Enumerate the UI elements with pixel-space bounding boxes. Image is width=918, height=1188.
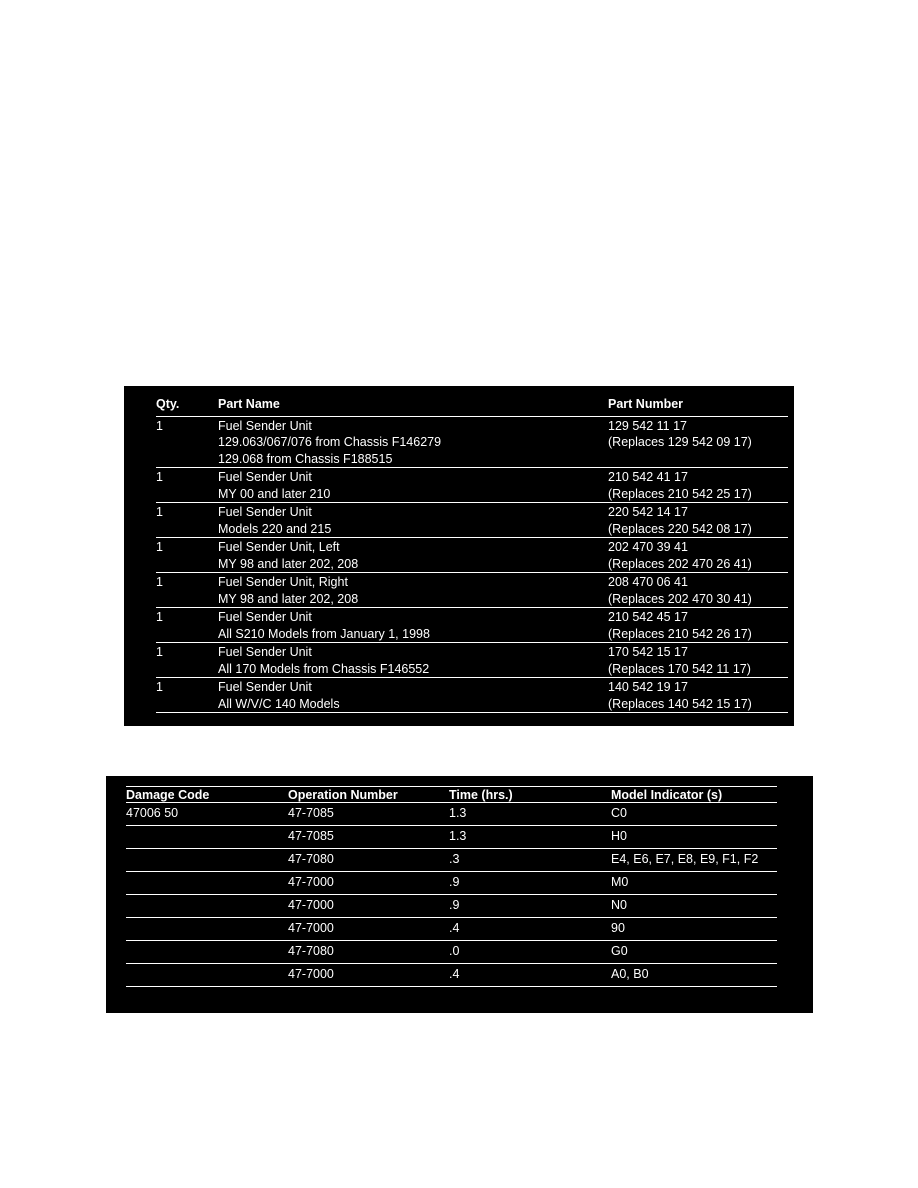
labor-damage-code	[126, 872, 288, 895]
labor-time: .3	[449, 852, 460, 866]
part-number-line: 210 542 41 17	[608, 470, 688, 484]
part-name-line: Fuel Sender Unit	[218, 505, 312, 519]
part-name-line: All W/V/C 140 Models	[218, 696, 340, 711]
labor-row	[126, 895, 777, 918]
part-name-line: Fuel Sender Unit	[218, 680, 312, 694]
labor-model-indicator: N0	[611, 898, 627, 912]
part-qty: 1	[156, 505, 163, 519]
part-number	[608, 503, 788, 538]
labor-operation-number: 47-7000	[288, 875, 334, 889]
part-name-line: Models 220 and 215	[218, 521, 332, 536]
parts-table	[156, 393, 788, 713]
part-qty: 1	[156, 470, 163, 484]
labor-damage-code	[126, 849, 288, 872]
labor-operation-number: 47-7080	[288, 944, 334, 958]
part-number	[608, 538, 788, 573]
part-name-line: Fuel Sender Unit	[218, 418, 312, 433]
parts-table-panel	[124, 386, 794, 726]
labor-operation-number: 47-7085	[288, 806, 334, 820]
header-model-indicator: Model Indicator (s)	[611, 788, 723, 802]
part-name	[218, 608, 608, 643]
parts-row	[156, 468, 788, 503]
labor-time: .4	[449, 921, 460, 935]
part-qty: 1	[156, 575, 163, 589]
labor-time: .0	[449, 944, 460, 958]
labor-model-indicator: A0, B0	[611, 967, 649, 981]
header-time: Time (hrs.)	[449, 788, 513, 802]
part-number-line: (Replaces 140 542 15 17)	[608, 696, 752, 711]
labor-row	[126, 803, 777, 826]
part-name-line: All S210 Models from January 1, 1998	[218, 626, 430, 641]
labor-header-row	[126, 787, 777, 803]
part-name	[218, 573, 608, 608]
labor-body	[126, 803, 777, 987]
labor-table-panel	[106, 776, 813, 1013]
part-number-line: (Replaces 202 470 30 41)	[608, 591, 752, 606]
labor-row	[126, 941, 777, 964]
part-number	[608, 416, 788, 468]
part-name-line: MY 98 and later 202, 208	[218, 591, 359, 606]
part-qty: 1	[156, 418, 163, 433]
part-number	[608, 678, 788, 713]
header-part-number: Part Number	[608, 397, 684, 411]
part-name-line: Fuel Sender Unit	[218, 610, 312, 624]
part-number-line: 202 470 39 41	[608, 540, 688, 554]
labor-operation-number: 47-7080	[288, 852, 334, 866]
part-number-line: 170 542 15 17	[608, 645, 688, 659]
labor-operation-number: 47-7000	[288, 967, 334, 981]
part-name	[218, 643, 608, 678]
labor-model-indicator: G0	[611, 944, 628, 958]
header-qty: Qty.	[156, 397, 180, 411]
labor-damage-code: 47006 50	[126, 806, 179, 820]
parts-row	[156, 416, 788, 468]
part-name-line: Fuel Sender Unit, Left	[218, 540, 340, 554]
part-name-line: 129.068 from Chassis F188515	[218, 451, 393, 466]
labor-time: 1.3	[449, 829, 467, 843]
labor-row	[126, 918, 777, 941]
labor-time: .9	[449, 898, 460, 912]
part-number	[608, 643, 788, 678]
part-number-line: (Replaces 170 542 11 17)	[608, 661, 751, 676]
part-number-line: (Replaces 210 542 26 17)	[608, 626, 752, 641]
part-name-line: All 170 Models from Chassis F146552	[218, 661, 430, 676]
part-qty: 1	[156, 680, 163, 694]
part-name-line: 129.063/067/076 from Chassis F146279	[218, 435, 442, 449]
parts-row	[156, 643, 788, 678]
part-number	[608, 468, 788, 503]
part-name	[218, 678, 608, 713]
part-number-line: 129 542 11 17	[608, 418, 688, 433]
parts-body	[156, 416, 788, 713]
part-name-line: Fuel Sender Unit	[218, 645, 312, 659]
part-qty: 1	[156, 540, 163, 554]
part-name-line: Fuel Sender Unit, Right	[218, 575, 348, 589]
labor-damage-code	[126, 826, 288, 849]
labor-time: 1.3	[449, 806, 467, 820]
labor-row	[126, 872, 777, 895]
labor-time: .9	[449, 875, 460, 889]
labor-model-indicator: E4, E6, E7, E8, E9, F1, F2	[611, 852, 759, 866]
part-number	[608, 573, 788, 608]
labor-time: .4	[449, 967, 460, 981]
parts-row	[156, 608, 788, 643]
labor-operation-number: 47-7000	[288, 898, 334, 912]
part-name-line: MY 00 and later 210	[218, 486, 331, 501]
header-part-name: Part Name	[218, 397, 280, 411]
labor-damage-code	[126, 895, 288, 918]
part-qty: 1	[156, 610, 163, 624]
part-number-line: (Replaces 129 542 09 17)	[608, 435, 752, 449]
labor-model-indicator: H0	[611, 829, 627, 843]
part-number-line: 140 542 19 17	[608, 680, 688, 694]
part-number-line: 220 542 14 17	[608, 505, 688, 519]
part-qty: 1	[156, 645, 163, 659]
header-operation-number: Operation Number	[288, 788, 398, 802]
labor-damage-code	[126, 918, 288, 941]
labor-row	[126, 826, 777, 849]
part-number-line: 210 542 45 17	[608, 610, 688, 624]
labor-damage-code	[126, 941, 288, 964]
part-number-line: (Replaces 210 542 25 17)	[608, 486, 752, 501]
labor-operation-number: 47-7085	[288, 829, 334, 843]
part-name	[218, 538, 608, 573]
header-damage-code: Damage Code	[126, 788, 210, 802]
labor-model-indicator: 90	[611, 921, 625, 935]
labor-operation-number: 47-7000	[288, 921, 334, 935]
labor-model-indicator: C0	[611, 806, 627, 820]
labor-damage-code	[126, 964, 288, 987]
parts-header-row	[156, 393, 788, 416]
part-number-line: (Replaces 220 542 08 17)	[608, 521, 752, 536]
parts-row	[156, 678, 788, 713]
part-name	[218, 503, 608, 538]
part-name-line: Fuel Sender Unit	[218, 470, 312, 484]
part-name	[218, 468, 608, 503]
labor-row	[126, 964, 777, 987]
part-number	[608, 608, 788, 643]
parts-row	[156, 573, 788, 608]
parts-row	[156, 538, 788, 573]
labor-row	[126, 849, 777, 872]
part-number-line: 208 470 06 41	[608, 575, 688, 589]
part-number-line: (Replaces 202 470 26 41)	[608, 556, 752, 571]
part-name	[218, 416, 608, 468]
part-name-line: MY 98 and later 202, 208	[218, 556, 359, 571]
parts-row	[156, 503, 788, 538]
labor-model-indicator: M0	[611, 875, 629, 889]
labor-table	[126, 786, 777, 987]
